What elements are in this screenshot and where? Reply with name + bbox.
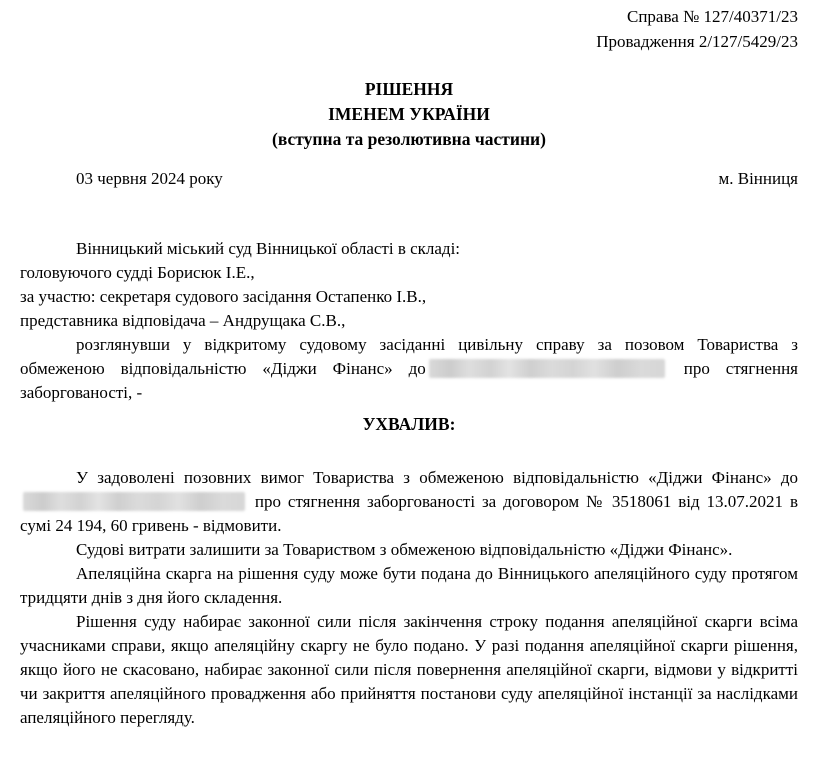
case-intro-paragraph <box>20 333 798 405</box>
resolution-paragraph-3: Апеляційна скарга на рішення суду може бути подана до Вінницького апеляційного суду протягом тридцяти днів з дня його складення. <box>20 564 798 607</box>
resolution-paragraph-1 <box>20 466 798 538</box>
title-parts-note: (вступна та резолютивна частини) <box>272 129 546 149</box>
court-composition-line: Вінницький міський суд Вінницької області в складі: <box>76 239 461 258</box>
case-number: Справа № 127/40371/23 <box>627 7 798 26</box>
secretary-line: за участю: секретаря судового засідання Остапенко І.В., <box>20 287 427 306</box>
document-title <box>20 77 798 152</box>
case-intro-text-after: про стягнення заборгованості, - <box>20 359 798 402</box>
document-body <box>20 237 798 730</box>
resolution-heading: УХВАЛИВ: <box>362 414 456 434</box>
proceeding-number: Провадження 2/127/5429/23 <box>596 32 798 51</box>
resolution-p1-text-before: У задоволені позовних вимог Товариства з обмеженою відповідальністю «Діджи Фінанс» до <box>76 468 798 487</box>
judge-line: головуючого судді Борисюк І.Е., <box>20 263 255 282</box>
title-in-the-name-of-ukraine: ІМЕНЕМ УКРАЇНИ <box>328 104 490 124</box>
dateline <box>20 167 798 191</box>
redacted-defendant-name <box>23 492 245 511</box>
case-intro-text-before: розглянувши у відкритому судовому засіданні цивільну справу за позовом Товариства з обмеженою відповідальністю «Діджи Фінанс» до <box>20 335 798 378</box>
representative-line: представника відповідача – Андрущака С.В., <box>20 311 346 330</box>
resolution-paragraph-2: Судові витрати залишити за Товариством з обмеженою відповідальністю «Діджи Фінанс». <box>76 540 733 559</box>
title-decision: РІШЕННЯ <box>364 79 454 99</box>
decision-date: 03 червня 2024 року <box>76 169 223 188</box>
document-header <box>20 4 798 54</box>
redacted-defendant-name <box>429 359 665 378</box>
decision-place: м. Вінниця <box>718 169 798 188</box>
resolution-p1-text-after: про стягнення заборгованості за договором № 3518061 від 13.07.2021 в сумі 24 194, 60 гривень - відмовити. <box>20 492 798 535</box>
resolution-paragraph-4: Рішення суду набирає законної сили після закінчення строку подання апеляційної скарги всіма учасниками справи, якщо апеляційну скаргу не було подано. У разі подання апеляційної скарги рішення, якщо його не скасовано, набирає законної сили після повернення апеляційної скарги, відмови у відкритті чи закриття апеляційного провадження або прийняття постанови суду апеляційної інстанції за наслідками апеляційного перегляду. <box>20 612 798 727</box>
